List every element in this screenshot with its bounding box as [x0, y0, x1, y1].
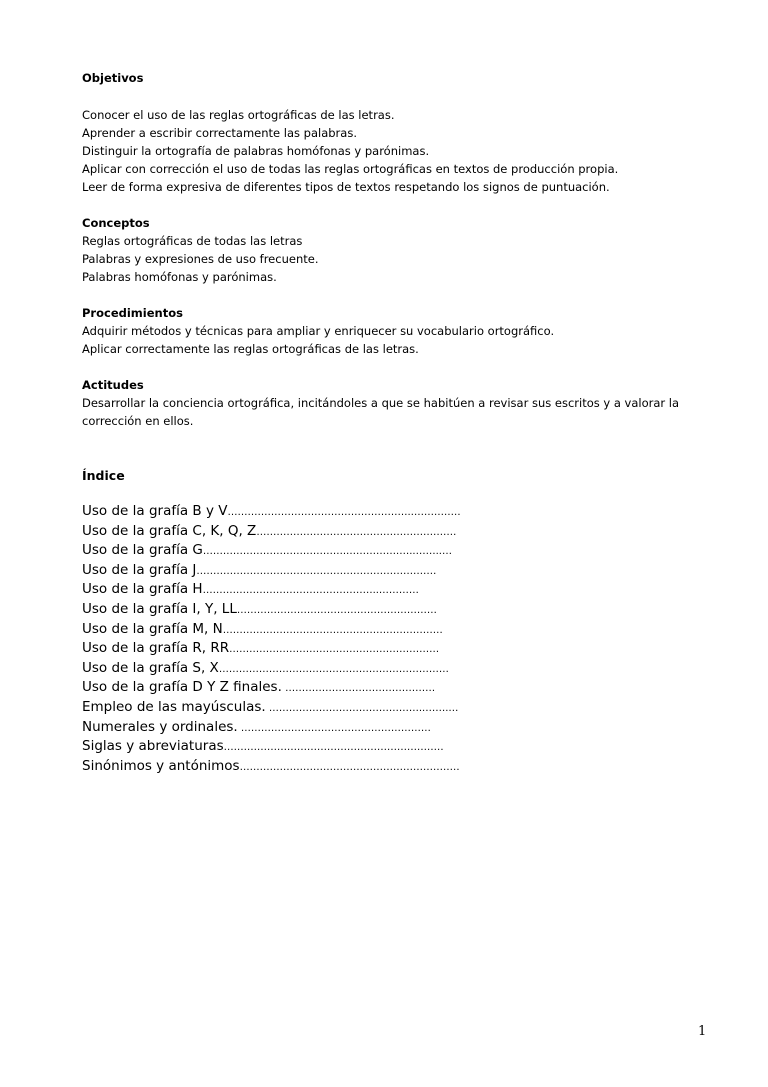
toc-entry-label: Uso de la grafía J: [82, 561, 197, 578]
toc-entry[interactable]: [82, 620, 461, 640]
toc-entry-label: Siglas y abreviaturas: [82, 738, 224, 755]
toc-entry[interactable]: [82, 757, 461, 777]
toc-entry[interactable]: [82, 659, 461, 679]
toc-leader-dots: ………………………………………………………: [229, 644, 440, 656]
toc-entry-label: Empleo de las mayúsculas.: [82, 698, 266, 715]
toc-leader-dots: ……………………………………………………: [256, 526, 457, 538]
toc-entry-label: Uso de la grafía B y V: [82, 503, 228, 519]
concepto-line: Palabras homófonas y parónimas.: [82, 270, 277, 284]
toc-entry-label: Uso de la grafía S, X: [82, 659, 219, 676]
concepto-line: Reglas ortográficas de todas las letras: [82, 234, 303, 248]
table-of-contents: [82, 502, 461, 776]
toc-leader-dots: ……………………………………………….……………: [227, 507, 461, 518]
toc-entry[interactable]: [82, 502, 461, 522]
toc-entry[interactable]: [82, 561, 461, 581]
toc-entry-label: Uso de la grafía R, RR: [82, 640, 230, 657]
toc-leader-dots: ……………………………………………………………: [218, 663, 449, 675]
toc-leader-dots: ……………………………………………………: [236, 604, 437, 616]
toc-leader-dots: …………………………………………………………: [239, 761, 460, 773]
toc-leader-dots: …………………………………….…………….…..……..…: [202, 546, 452, 558]
toc-entry[interactable]: [82, 580, 461, 600]
toc-leader-dots: …………………………………………………………: [223, 742, 444, 754]
toc-entry-label: Uso de la grafía I, Y, LL: [82, 600, 237, 617]
toc-entry-label: Uso de la grafía C, K, Q, Z: [82, 522, 257, 539]
procedimiento-line: Aplicar correctamente las reglas ortográficas de las letras.: [82, 342, 419, 356]
toc-entry[interactable]: [82, 541, 461, 561]
procedimiento-line: Adquirir métodos y técnicas para ampliar y enriquecer su vocabulario ortográfico.: [82, 324, 555, 338]
objetivo-line: Distinguir la ortografía de palabras homófonas y parónimas.: [82, 144, 430, 158]
toc-entry-label: Uso de la grafía M, N: [82, 620, 223, 637]
objetivo-line: Aplicar con corrección el uso de todas las reglas ortográficas en textos de producción propia.: [82, 162, 619, 176]
toc-entry-label: Uso de la grafía G: [82, 542, 203, 559]
indice-title: Índice: [82, 468, 125, 483]
toc-entry-label: Numerales y ordinales.: [82, 718, 238, 735]
concepto-line: Palabras y expresiones de uso frecuente.: [82, 252, 319, 266]
objetivo-line: Aprender a escribir correctamente las palabras.: [82, 126, 357, 140]
objetivos-heading: Objetivos: [82, 71, 144, 85]
toc-leader-dots: …………………………………………………………: [222, 624, 443, 636]
toc-entry[interactable]: [82, 718, 461, 738]
toc-leader-dots: ………………………………………: [281, 683, 436, 695]
page-number: 1: [698, 1024, 707, 1039]
toc-leader-dots: …………………………………………………: [237, 722, 431, 734]
toc-entry[interactable]: [82, 522, 461, 542]
toc-entry-label: Uso de la grafía H: [82, 581, 203, 598]
toc-entry[interactable]: [82, 678, 461, 698]
conceptos-heading: Conceptos: [82, 216, 150, 230]
objetivo-line: Conocer el uso de las reglas ortográficas de las letras.: [82, 108, 395, 122]
toc-entry-label: Uso de la grafía D Y Z finales.: [82, 679, 282, 696]
toc-entry[interactable]: [82, 600, 461, 620]
toc-leader-dots: ……………………………………………..…………: [202, 585, 419, 597]
procedimientos-heading: Procedimientos: [82, 306, 183, 320]
toc-entry[interactable]: [82, 639, 461, 659]
toc-entry[interactable]: [82, 737, 461, 757]
objetivo-line: Leer de forma expresiva de diferentes tipos de textos respetando los signos de puntuación.: [82, 180, 610, 194]
toc-leader-dots: ………………………………………..…….…: [265, 702, 459, 714]
toc-entry-label: Sinónimos y antónimos: [82, 757, 240, 774]
actitudes-heading: Actitudes: [82, 378, 144, 392]
toc-entry[interactable]: [82, 698, 461, 718]
actitudes-paragraph: Desarrollar la conciencia ortográfica, incitándoles a que se habitúen a revisar sus escritos y a valorar la corrección en ellos.: [82, 396, 680, 428]
toc-leader-dots: ………………………………………………………………: [196, 565, 437, 577]
